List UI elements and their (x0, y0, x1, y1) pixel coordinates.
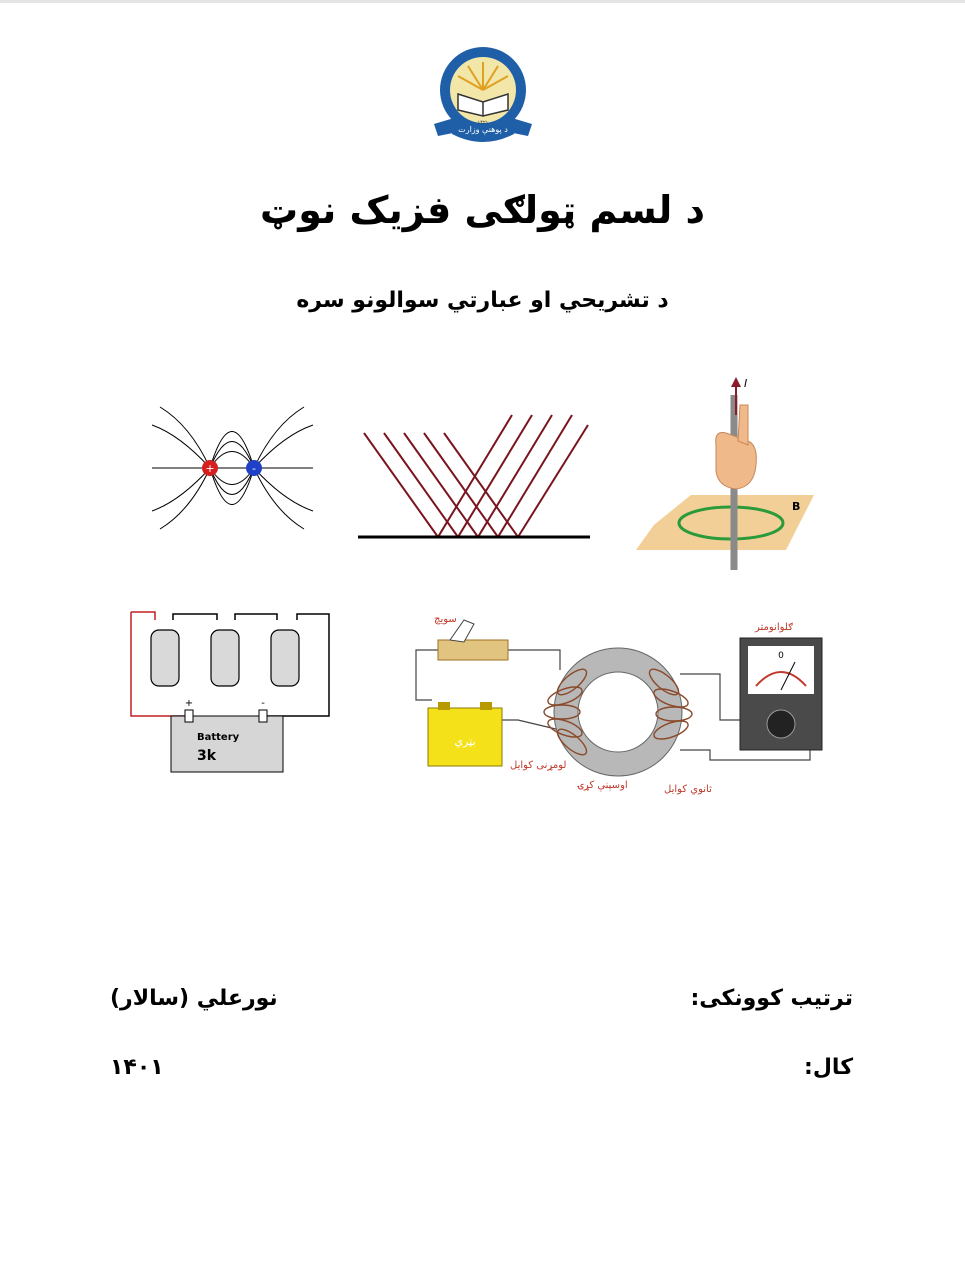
transformer-figure (410, 600, 835, 805)
battery-value: 3k (197, 748, 217, 764)
ministry-logo (428, 40, 538, 144)
battery-plus: + (184, 698, 194, 709)
page-title: د لسم ټولګی فزیک نوټ (260, 188, 705, 232)
logo-year-text: ۱۴۲۱ (477, 120, 489, 126)
switch-label: سویچ (434, 614, 457, 625)
current-label: I (744, 377, 748, 390)
iron-core-label: اوسپنې کړۍ (578, 780, 628, 791)
year-label: کال: (804, 1055, 853, 1080)
svg-text:+: + (205, 462, 215, 475)
reflection-rays-figure (358, 405, 590, 545)
galvanometer-zero: 0 (778, 651, 784, 661)
year-value: ۱۴۰۱ (110, 1055, 164, 1080)
primary-coil-label: لومړنی کوایل (510, 760, 567, 771)
right-hand-rule-figure (636, 375, 816, 570)
compiler-name: نورعلي (سالار) (110, 986, 278, 1011)
logo-ministry-text: د پوهنې وزارت (458, 125, 508, 134)
svg-text:-: - (252, 462, 256, 475)
page-subtitle: د تشریحي او عبارتي سوالونو سره (296, 288, 669, 313)
battery-label-ps: بټري (454, 735, 476, 748)
compiler-label: ترتیب کوونکی: (690, 986, 853, 1011)
top-border (0, 0, 965, 3)
galvanometer-label: ګلوانومتر (755, 622, 793, 633)
dipole-field-figure (150, 405, 315, 535)
secondary-coil-label: ثانوي کوایل (664, 784, 712, 795)
battery-minus: - (261, 698, 265, 709)
battery-circuit-figure (125, 610, 335, 778)
battery-label: Battery (197, 732, 240, 743)
field-label: B (792, 500, 801, 513)
